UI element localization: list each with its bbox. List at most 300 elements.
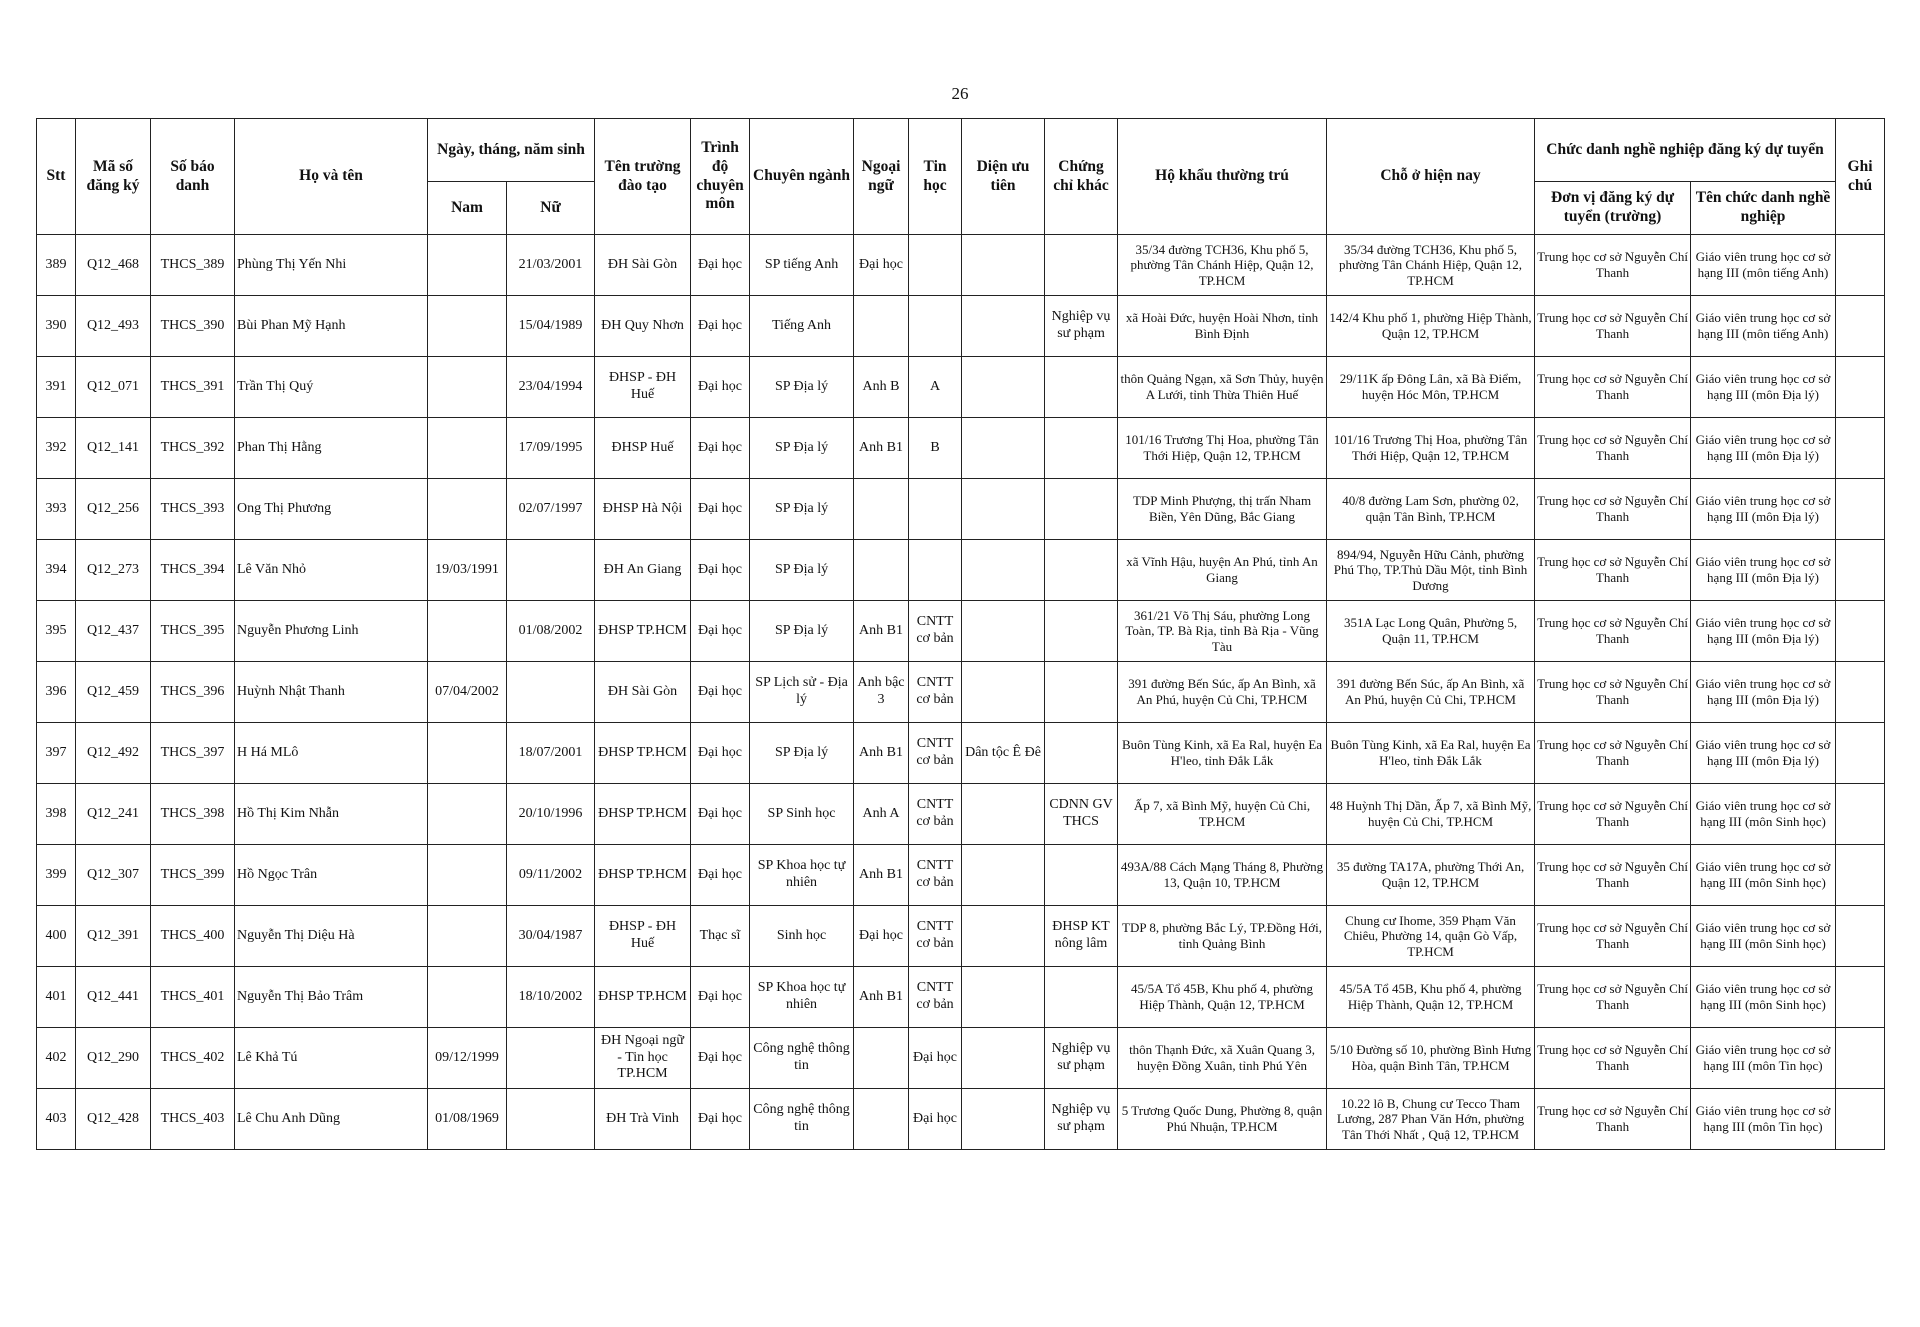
cell-ho-khau: thôn Quảng Ngạn, xã Sơn Thủy, huyện A Lưới, tỉnh Thừa Thiên Huế: [1118, 357, 1327, 418]
cell-ho-ten: H Há MLô: [235, 723, 428, 784]
header-chuyen-nganh: Chuyên ngành: [750, 119, 854, 235]
cell-dien-uu-tien: [962, 784, 1045, 845]
cell-don-vi: Trung học cơ sở Nguyễn Chí Thanh: [1535, 418, 1691, 479]
cell-chung-chi: [1045, 845, 1118, 906]
cell-so-bao-danh: THCS_389: [151, 235, 235, 296]
cell-ma-so: Q12_141: [76, 418, 151, 479]
table-row: [37, 1028, 1885, 1089]
cell-ghi-chu: [1836, 906, 1885, 967]
cell-dien-uu-tien: [962, 601, 1045, 662]
cell-ma-so: Q12_307: [76, 845, 151, 906]
cell-so-bao-danh: THCS_395: [151, 601, 235, 662]
cell-stt: 402: [37, 1028, 76, 1089]
cell-chung-chi: [1045, 601, 1118, 662]
cell-so-bao-danh: THCS_390: [151, 296, 235, 357]
table-row: [37, 1089, 1885, 1150]
cell-cho-o: 29/11K ấp Đông Lân, xã Bà Điểm, huyện Hóc Môn, TP.HCM: [1327, 357, 1535, 418]
cell-ghi-chu: [1836, 418, 1885, 479]
cell-chuc-danh: Giáo viên trung học cơ sở hạng III (môn Địa lý): [1691, 601, 1836, 662]
cell-nu: 18/07/2001: [507, 723, 595, 784]
cell-chuyen-nganh: Công nghệ thông tin: [750, 1028, 854, 1089]
cell-tin-hoc: CNTT cơ bản: [909, 967, 962, 1028]
cell-ho-ten: Lê Khả Tú: [235, 1028, 428, 1089]
cell-ho-khau: xã Hoài Đức, huyện Hoài Nhơn, tỉnh Bình Định: [1118, 296, 1327, 357]
cell-nu: 09/11/2002: [507, 845, 595, 906]
cell-nam: 19/03/1991: [428, 540, 507, 601]
cell-dien-uu-tien: [962, 1089, 1045, 1150]
header-don-vi: Đơn vị đăng ký dự tuyển (trường): [1535, 182, 1691, 235]
cell-don-vi: Trung học cơ sở Nguyễn Chí Thanh: [1535, 723, 1691, 784]
cell-ghi-chu: [1836, 479, 1885, 540]
cell-truong: ĐHSP TP.HCM: [595, 967, 691, 1028]
header-nam: Nam: [428, 182, 507, 235]
cell-chung-chi: [1045, 723, 1118, 784]
cell-cho-o: 142/4 Khu phố 1, phường Hiệp Thành, Quận 12, TP.HCM: [1327, 296, 1535, 357]
header-trinh-do: Trình độ chuyên môn: [691, 119, 750, 235]
cell-truong: ĐH Ngoại ngữ - Tin học TP.HCM: [595, 1028, 691, 1089]
cell-ngoai-ngu: Anh B1: [854, 845, 909, 906]
cell-tin-hoc: [909, 479, 962, 540]
cell-stt: 390: [37, 296, 76, 357]
table-row: [37, 662, 1885, 723]
cell-nu: 01/08/2002: [507, 601, 595, 662]
cell-don-vi: Trung học cơ sở Nguyễn Chí Thanh: [1535, 235, 1691, 296]
cell-chuyen-nganh: Sinh học: [750, 906, 854, 967]
cell-ngoai-ngu: [854, 479, 909, 540]
cell-chung-chi: Nghiệp vụ sư phạm: [1045, 1028, 1118, 1089]
cell-stt: 400: [37, 906, 76, 967]
cell-ho-khau: 391 đường Bến Súc, ấp An Bình, xã An Phú, huyện Củ Chi, TP.HCM: [1118, 662, 1327, 723]
cell-nu: [507, 662, 595, 723]
cell-chuyen-nganh: SP Địa lý: [750, 357, 854, 418]
table-row: [37, 235, 1885, 296]
cell-nu: 20/10/1996: [507, 784, 595, 845]
cell-so-bao-danh: THCS_392: [151, 418, 235, 479]
cell-chuc-danh: Giáo viên trung học cơ sở hạng III (môn Địa lý): [1691, 418, 1836, 479]
header-stt: Stt: [37, 119, 76, 235]
cell-tin-hoc: Đại học: [909, 1089, 962, 1150]
cell-tin-hoc: CNTT cơ bản: [909, 906, 962, 967]
cell-ho-khau: thôn Thạnh Đức, xã Xuân Quang 3, huyện Đồng Xuân, tỉnh Phú Yên: [1118, 1028, 1327, 1089]
cell-cho-o: 391 đường Bến Súc, ấp An Bình, xã An Phú, huyện Củ Chi, TP.HCM: [1327, 662, 1535, 723]
cell-dien-uu-tien: [962, 1028, 1045, 1089]
cell-don-vi: Trung học cơ sở Nguyễn Chí Thanh: [1535, 1028, 1691, 1089]
cell-truong: ĐH Sài Gòn: [595, 235, 691, 296]
cell-tin-hoc: CNTT cơ bản: [909, 601, 962, 662]
cell-tin-hoc: CNTT cơ bản: [909, 723, 962, 784]
cell-don-vi: Trung học cơ sở Nguyễn Chí Thanh: [1535, 1089, 1691, 1150]
cell-truong: ĐH An Giang: [595, 540, 691, 601]
cell-ghi-chu: [1836, 784, 1885, 845]
cell-trinh-do: Đại học: [691, 662, 750, 723]
header-cho-o: Chỗ ở hiện nay: [1327, 119, 1535, 235]
cell-cho-o: Buôn Tùng Kinh, xã Ea Ral, huyện Ea H'leo, tỉnh Đắk Lắk: [1327, 723, 1535, 784]
cell-ho-khau: xã Vĩnh Hậu, huyện An Phú, tỉnh An Giang: [1118, 540, 1327, 601]
cell-dien-uu-tien: [962, 479, 1045, 540]
cell-so-bao-danh: THCS_396: [151, 662, 235, 723]
cell-trinh-do: Đại học: [691, 601, 750, 662]
table-row: [37, 845, 1885, 906]
cell-chuc-danh: Giáo viên trung học cơ sở hạng III (môn Sinh học): [1691, 967, 1836, 1028]
cell-nam: [428, 296, 507, 357]
cell-ngoai-ngu: Anh B1: [854, 601, 909, 662]
cell-ma-so: Q12_241: [76, 784, 151, 845]
cell-ma-so: Q12_273: [76, 540, 151, 601]
cell-nam: 09/12/1999: [428, 1028, 507, 1089]
cell-chuc-danh: Giáo viên trung học cơ sở hạng III (môn Tin học): [1691, 1089, 1836, 1150]
cell-so-bao-danh: THCS_398: [151, 784, 235, 845]
cell-tin-hoc: CNTT cơ bản: [909, 845, 962, 906]
cell-chuyen-nganh: SP Khoa học tự nhiên: [750, 967, 854, 1028]
cell-chuc-danh: Giáo viên trung học cơ sở hạng III (môn Địa lý): [1691, 479, 1836, 540]
cell-so-bao-danh: THCS_403: [151, 1089, 235, 1150]
cell-nam: 01/08/1969: [428, 1089, 507, 1150]
cell-dien-uu-tien: [962, 540, 1045, 601]
cell-cho-o: 40/8 đường Lam Sơn, phường 02, quận Tân Bình, TP.HCM: [1327, 479, 1535, 540]
cell-ngoai-ngu: Anh B: [854, 357, 909, 418]
cell-nu: 21/03/2001: [507, 235, 595, 296]
table-row: [37, 357, 1885, 418]
cell-nam: [428, 784, 507, 845]
cell-cho-o: 48 Huỳnh Thị Dần, Ấp 7, xã Bình Mỹ, huyện Củ Chi, TP.HCM: [1327, 784, 1535, 845]
header-nu: Nữ: [507, 182, 595, 235]
cell-chuc-danh: Giáo viên trung học cơ sở hạng III (môn Sinh học): [1691, 845, 1836, 906]
cell-truong: ĐHSP TP.HCM: [595, 784, 691, 845]
cell-nam: [428, 601, 507, 662]
cell-don-vi: Trung học cơ sở Nguyễn Chí Thanh: [1535, 784, 1691, 845]
cell-truong: ĐHSP TP.HCM: [595, 601, 691, 662]
header-ho-ten: Họ và tên: [235, 119, 428, 235]
cell-nam: [428, 967, 507, 1028]
header-ma-so: Mã số đăng ký: [76, 119, 151, 235]
cell-chuyen-nganh: SP Địa lý: [750, 601, 854, 662]
cell-ho-khau: Ấp 7, xã Bình Mỹ, huyện Củ Chi, TP.HCM: [1118, 784, 1327, 845]
cell-dien-uu-tien: [962, 235, 1045, 296]
cell-ngoai-ngu: [854, 296, 909, 357]
cell-so-bao-danh: THCS_400: [151, 906, 235, 967]
cell-ho-khau: 35/34 đường TCH36, Khu phố 5, phường Tân Chánh Hiệp, Quận 12, TP.HCM: [1118, 235, 1327, 296]
cell-chuyen-nganh: SP Khoa học tự nhiên: [750, 845, 854, 906]
cell-truong: ĐH Sài Gòn: [595, 662, 691, 723]
table-row: [37, 540, 1885, 601]
cell-chuc-danh: Giáo viên trung học cơ sở hạng III (môn tiếng Anh): [1691, 296, 1836, 357]
cell-nam: [428, 845, 507, 906]
cell-chung-chi: ĐHSP KT nông lâm: [1045, 906, 1118, 967]
cell-cho-o: 35 đường TA17A, phường Thới An, Quận 12, TP.HCM: [1327, 845, 1535, 906]
table-body: [37, 235, 1885, 1150]
cell-ho-ten: Lê Văn Nhỏ: [235, 540, 428, 601]
cell-so-bao-danh: THCS_393: [151, 479, 235, 540]
cell-don-vi: Trung học cơ sở Nguyễn Chí Thanh: [1535, 967, 1691, 1028]
cell-nam: [428, 235, 507, 296]
cell-ho-ten: Lê Chu Anh Dũng: [235, 1089, 428, 1150]
cell-nam: [428, 418, 507, 479]
cell-stt: 398: [37, 784, 76, 845]
cell-ho-khau: 5 Trương Quốc Dung, Phường 8, quận Phú Nhuận, TP.HCM: [1118, 1089, 1327, 1150]
cell-dien-uu-tien: [962, 296, 1045, 357]
cell-chuc-danh: Giáo viên trung học cơ sở hạng III (môn Tin học): [1691, 1028, 1836, 1089]
cell-chung-chi: [1045, 967, 1118, 1028]
cell-tin-hoc: Đại học: [909, 1028, 962, 1089]
candidate-table: [36, 118, 1885, 1150]
cell-chuyen-nganh: Công nghệ thông tin: [750, 1089, 854, 1150]
cell-dien-uu-tien: Dân tộc Ê Đê: [962, 723, 1045, 784]
header-so-bao-danh: Số báo danh: [151, 119, 235, 235]
cell-dien-uu-tien: [962, 662, 1045, 723]
cell-stt: 394: [37, 540, 76, 601]
cell-stt: 403: [37, 1089, 76, 1150]
cell-ngoai-ngu: Anh B1: [854, 723, 909, 784]
cell-ngoai-ngu: Anh B1: [854, 418, 909, 479]
cell-cho-o: 894/94, Nguyễn Hữu Cảnh, phường Phú Thọ, TP.Thủ Dầu Một, tỉnh Bình Dương: [1327, 540, 1535, 601]
header-ngay-sinh: Ngày, tháng, năm sinh: [428, 119, 595, 182]
cell-ma-so: Q12_428: [76, 1089, 151, 1150]
table-row: [37, 479, 1885, 540]
cell-trinh-do: Đại học: [691, 723, 750, 784]
cell-nam: [428, 479, 507, 540]
table-row: [37, 723, 1885, 784]
cell-don-vi: Trung học cơ sở Nguyễn Chí Thanh: [1535, 540, 1691, 601]
cell-ghi-chu: [1836, 601, 1885, 662]
cell-trinh-do: Thạc sĩ: [691, 906, 750, 967]
header-ghi-chu: Ghi chú: [1836, 119, 1885, 235]
cell-nu: 18/10/2002: [507, 967, 595, 1028]
table-row: [37, 296, 1885, 357]
cell-nam: [428, 357, 507, 418]
cell-ngoai-ngu: [854, 1028, 909, 1089]
cell-ho-ten: Bùi Phan Mỹ Hạnh: [235, 296, 428, 357]
cell-ho-khau: 101/16 Trương Thị Hoa, phường Tân Thới Hiệp, Quận 12, TP.HCM: [1118, 418, 1327, 479]
cell-cho-o: 351A Lạc Long Quân, Phường 5, Quận 11, TP.HCM: [1327, 601, 1535, 662]
cell-cho-o: 10.22 lô B, Chung cư Tecco Tham Lương, 287 Phan Văn Hớn, phường Tân Thới Nhất , Quậ 12, TP.HCM: [1327, 1089, 1535, 1150]
cell-ghi-chu: [1836, 967, 1885, 1028]
cell-truong: ĐHSP TP.HCM: [595, 723, 691, 784]
cell-chung-chi: CDNN GV THCS: [1045, 784, 1118, 845]
cell-ma-so: Q12_071: [76, 357, 151, 418]
cell-ma-so: Q12_256: [76, 479, 151, 540]
cell-nam: 07/04/2002: [428, 662, 507, 723]
cell-chuyen-nganh: Tiếng Anh: [750, 296, 854, 357]
cell-so-bao-danh: THCS_399: [151, 845, 235, 906]
cell-cho-o: 5/10 Đường số 10, phường Bình Hưng Hòa, quận Bình Tân, TP.HCM: [1327, 1028, 1535, 1089]
cell-chuc-danh: Giáo viên trung học cơ sở hạng III (môn Địa lý): [1691, 357, 1836, 418]
cell-tin-hoc: [909, 235, 962, 296]
cell-ho-ten: Hồ Thị Kim Nhẫn: [235, 784, 428, 845]
cell-ghi-chu: [1836, 235, 1885, 296]
cell-ma-so: Q12_468: [76, 235, 151, 296]
cell-chung-chi: [1045, 662, 1118, 723]
cell-dien-uu-tien: [962, 967, 1045, 1028]
cell-nu: [507, 1089, 595, 1150]
header-chuc-danh: Chức danh nghề nghiệp đăng ký dự tuyển: [1535, 119, 1836, 182]
cell-ho-khau: TDP 8, phường Bắc Lý, TP.Đồng Hới, tỉnh Quảng Bình: [1118, 906, 1327, 967]
cell-ghi-chu: [1836, 296, 1885, 357]
cell-ghi-chu: [1836, 1028, 1885, 1089]
cell-truong: ĐHSP - ĐH Huế: [595, 906, 691, 967]
cell-ngoai-ngu: Đại học: [854, 235, 909, 296]
cell-ho-ten: Nguyễn Phương Linh: [235, 601, 428, 662]
cell-nu: 17/09/1995: [507, 418, 595, 479]
cell-ngoai-ngu: Anh B1: [854, 967, 909, 1028]
cell-trinh-do: Đại học: [691, 1089, 750, 1150]
cell-ngoai-ngu: [854, 1089, 909, 1150]
cell-ho-ten: Nguyễn Thị Bảo Trâm: [235, 967, 428, 1028]
cell-trinh-do: Đại học: [691, 296, 750, 357]
table-row: [37, 784, 1885, 845]
cell-truong: ĐHSP - ĐH Huế: [595, 357, 691, 418]
cell-chuc-danh: Giáo viên trung học cơ sở hạng III (môn Sinh học): [1691, 784, 1836, 845]
cell-chung-chi: [1045, 479, 1118, 540]
cell-don-vi: Trung học cơ sở Nguyễn Chí Thanh: [1535, 601, 1691, 662]
cell-nu: 23/04/1994: [507, 357, 595, 418]
cell-stt: 391: [37, 357, 76, 418]
cell-chuc-danh: Giáo viên trung học cơ sở hạng III (môn tiếng Anh): [1691, 235, 1836, 296]
cell-ma-so: Q12_493: [76, 296, 151, 357]
header-dien-uu-tien: Diện ưu tiên: [962, 119, 1045, 235]
cell-ho-ten: Nguyễn Thị Diệu Hà: [235, 906, 428, 967]
cell-ghi-chu: [1836, 540, 1885, 601]
cell-so-bao-danh: THCS_394: [151, 540, 235, 601]
cell-ngoai-ngu: Anh A: [854, 784, 909, 845]
cell-chuyen-nganh: SP Địa lý: [750, 723, 854, 784]
cell-stt: 393: [37, 479, 76, 540]
cell-trinh-do: Đại học: [691, 235, 750, 296]
cell-truong: ĐH Trà Vinh: [595, 1089, 691, 1150]
cell-nam: [428, 906, 507, 967]
table-row: [37, 601, 1885, 662]
cell-ho-khau: 361/21 Võ Thị Sáu, phường Long Toàn, TP. Bà Rịa, tỉnh Bà Rịa - Vũng Tàu: [1118, 601, 1327, 662]
cell-cho-o: 45/5A Tổ 45B, Khu phố 4, phường Hiệp Thành, Quận 12, TP.HCM: [1327, 967, 1535, 1028]
cell-ghi-chu: [1836, 723, 1885, 784]
cell-truong: ĐHSP TP.HCM: [595, 845, 691, 906]
cell-tin-hoc: A: [909, 357, 962, 418]
cell-nu: [507, 1028, 595, 1089]
cell-nu: [507, 540, 595, 601]
cell-ho-ten: Ong Thị Phương: [235, 479, 428, 540]
cell-chung-chi: Nghiệp vụ sư phạm: [1045, 296, 1118, 357]
cell-chuyen-nganh: SP Địa lý: [750, 540, 854, 601]
cell-ho-khau: 45/5A Tổ 45B, Khu phố 4, phường Hiệp Thành, Quận 12, TP.HCM: [1118, 967, 1327, 1028]
cell-ghi-chu: [1836, 1089, 1885, 1150]
cell-nam: [428, 723, 507, 784]
cell-truong: ĐHSP Hà Nội: [595, 479, 691, 540]
cell-tin-hoc: [909, 540, 962, 601]
cell-ma-so: Q12_437: [76, 601, 151, 662]
header-ten-chuc-danh: Tên chức danh nghề nghiệp: [1691, 182, 1836, 235]
cell-chung-chi: [1045, 357, 1118, 418]
cell-dien-uu-tien: [962, 357, 1045, 418]
cell-trinh-do: Đại học: [691, 540, 750, 601]
cell-chuyen-nganh: SP Địa lý: [750, 418, 854, 479]
cell-stt: 395: [37, 601, 76, 662]
cell-stt: 397: [37, 723, 76, 784]
cell-tin-hoc: CNTT cơ bản: [909, 662, 962, 723]
cell-so-bao-danh: THCS_401: [151, 967, 235, 1028]
cell-tin-hoc: B: [909, 418, 962, 479]
cell-ngoai-ngu: Đại học: [854, 906, 909, 967]
header-tin-hoc: Tin học: [909, 119, 962, 235]
cell-stt: 401: [37, 967, 76, 1028]
table-row: [37, 418, 1885, 479]
cell-truong: ĐHSP Huế: [595, 418, 691, 479]
cell-ho-khau: TDP Minh Phượng, thị trấn Nham Biền, Yên Dũng, Bắc Giang: [1118, 479, 1327, 540]
cell-don-vi: Trung học cơ sở Nguyễn Chí Thanh: [1535, 296, 1691, 357]
cell-don-vi: Trung học cơ sở Nguyễn Chí Thanh: [1535, 845, 1691, 906]
cell-nu: 30/04/1987: [507, 906, 595, 967]
cell-trinh-do: Đại học: [691, 784, 750, 845]
cell-ma-so: Q12_441: [76, 967, 151, 1028]
table-row: [37, 906, 1885, 967]
cell-tin-hoc: CNTT cơ bản: [909, 784, 962, 845]
cell-cho-o: Chung cư Ihome, 359 Phạm Văn Chiêu, Phường 14, quận Gò Vấp, TP.HCM: [1327, 906, 1535, 967]
cell-cho-o: 35/34 đường TCH36, Khu phố 5, phường Tân Chánh Hiệp, Quận 12, TP.HCM: [1327, 235, 1535, 296]
cell-ghi-chu: [1836, 845, 1885, 906]
cell-don-vi: Trung học cơ sở Nguyễn Chí Thanh: [1535, 906, 1691, 967]
cell-ho-khau: Buôn Tùng Kinh, xã Ea Ral, huyện Ea H'leo, tỉnh Đắk Lắk: [1118, 723, 1327, 784]
cell-so-bao-danh: THCS_391: [151, 357, 235, 418]
cell-cho-o: 101/16 Trương Thị Hoa, phường Tân Thới Hiệp, Quận 12, TP.HCM: [1327, 418, 1535, 479]
header-truong: Tên trường đào tạo: [595, 119, 691, 235]
cell-ho-ten: Huỳnh Nhật Thanh: [235, 662, 428, 723]
cell-chung-chi: [1045, 418, 1118, 479]
cell-ho-ten: Hồ Ngọc Trân: [235, 845, 428, 906]
cell-don-vi: Trung học cơ sở Nguyễn Chí Thanh: [1535, 479, 1691, 540]
cell-ho-khau: 493A/88 Cách Mạng Tháng 8, Phường 13, Quận 10, TP.HCM: [1118, 845, 1327, 906]
cell-dien-uu-tien: [962, 418, 1045, 479]
header-ho-khau: Hộ khẩu thường trú: [1118, 119, 1327, 235]
cell-nu: 15/04/1989: [507, 296, 595, 357]
cell-stt: 389: [37, 235, 76, 296]
cell-chuyen-nganh: SP Sinh học: [750, 784, 854, 845]
header-chung-chi: Chứng chỉ khác: [1045, 119, 1118, 235]
cell-chuyen-nganh: SP Địa lý: [750, 479, 854, 540]
cell-trinh-do: Đại học: [691, 845, 750, 906]
cell-don-vi: Trung học cơ sở Nguyễn Chí Thanh: [1535, 357, 1691, 418]
cell-chuc-danh: Giáo viên trung học cơ sở hạng III (môn Địa lý): [1691, 540, 1836, 601]
cell-ngoai-ngu: Anh bậc 3: [854, 662, 909, 723]
cell-ngoai-ngu: [854, 540, 909, 601]
cell-stt: 396: [37, 662, 76, 723]
cell-stt: 392: [37, 418, 76, 479]
cell-dien-uu-tien: [962, 906, 1045, 967]
cell-trinh-do: Đại học: [691, 479, 750, 540]
cell-trinh-do: Đại học: [691, 418, 750, 479]
page-number: 26: [951, 84, 969, 103]
cell-so-bao-danh: THCS_397: [151, 723, 235, 784]
cell-tin-hoc: [909, 296, 962, 357]
cell-trinh-do: Đại học: [691, 967, 750, 1028]
cell-chung-chi: Nghiệp vụ sư phạm: [1045, 1089, 1118, 1150]
cell-trinh-do: Đại học: [691, 1028, 750, 1089]
cell-ho-ten: Phùng Thị Yến Nhi: [235, 235, 428, 296]
cell-ma-so: Q12_391: [76, 906, 151, 967]
cell-chung-chi: [1045, 540, 1118, 601]
cell-dien-uu-tien: [962, 845, 1045, 906]
cell-ma-so: Q12_290: [76, 1028, 151, 1089]
cell-so-bao-danh: THCS_402: [151, 1028, 235, 1089]
cell-chuyen-nganh: SP Lịch sử - Địa lý: [750, 662, 854, 723]
cell-chuyen-nganh: SP tiếng Anh: [750, 235, 854, 296]
cell-ghi-chu: [1836, 357, 1885, 418]
cell-stt: 399: [37, 845, 76, 906]
header-ngoai-ngu: Ngoại ngữ: [854, 119, 909, 235]
cell-chuc-danh: Giáo viên trung học cơ sở hạng III (môn Địa lý): [1691, 662, 1836, 723]
table-row: [37, 967, 1885, 1028]
cell-chung-chi: [1045, 235, 1118, 296]
cell-nu: 02/07/1997: [507, 479, 595, 540]
cell-truong: ĐH Quy Nhơn: [595, 296, 691, 357]
cell-ghi-chu: [1836, 662, 1885, 723]
